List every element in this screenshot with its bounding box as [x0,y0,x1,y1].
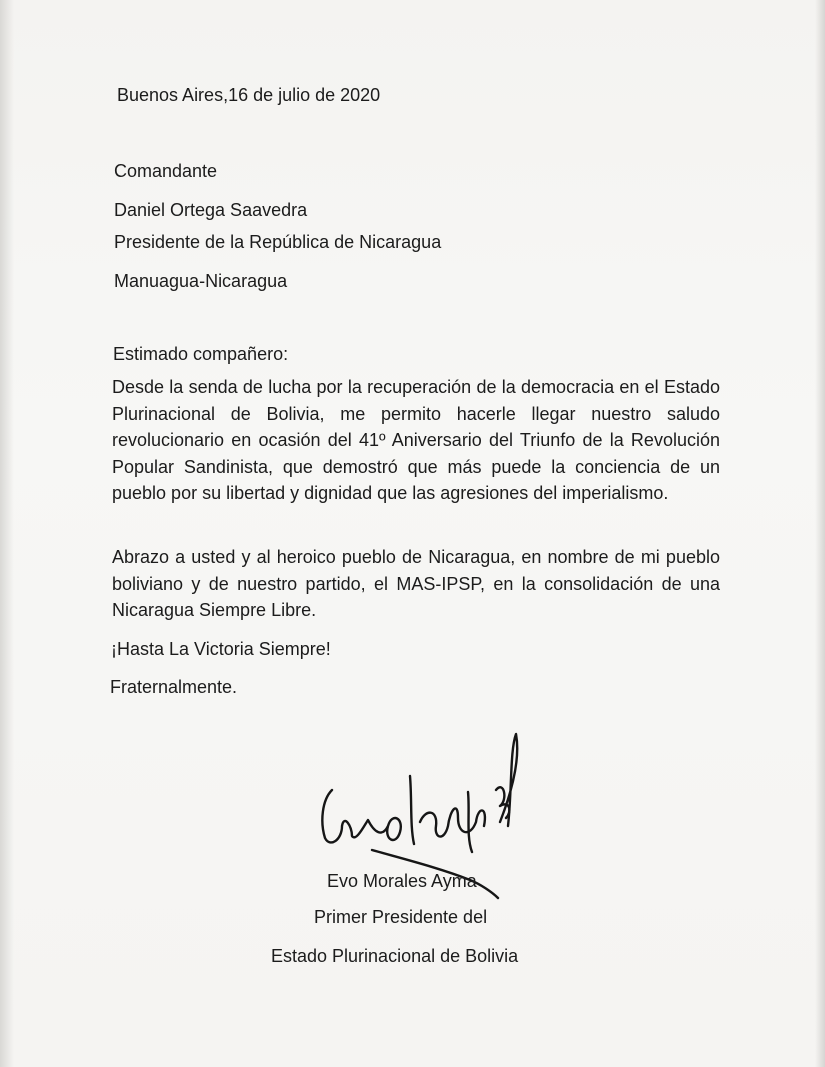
recipient-name: Daniel Ortega Saavedra [114,200,308,220]
recipient-place: Manuagua-Nicaragua [114,271,288,291]
date-line: Buenos Aires,16 de julio de 2020 [117,85,381,105]
recipient-title: Comandante [114,161,218,181]
body-paragraph-1: Desde la senda de lucha por la recuperación de la democracia en el Estado Plurinacional de Bolivia, me permito hacerle llegar nuestro saludo revolucionario en ocasión del 41º Aniversario del Triunfo de la Revolución Popular Sandinista, que demostró que más puede la conciencia de un pueblo por su libertad y dignidad que las agresiones del imperialismo. [112,377,720,503]
signer-title-line2: Estado Plurinacional de Bolivia [271,946,519,966]
recipient-position: Presidente de la República de Nicaragua [114,232,442,252]
salutation: Estimado compañero: [113,344,289,364]
page-shadow-right [815,0,825,1067]
page-shadow-left [0,0,14,1067]
closing-exclamation: ¡Hasta La Victoria Siempre! [111,639,331,659]
signer-title-line1: Primer Presidente del [314,907,488,927]
signer-name: Evo Morales Ayma [327,871,477,891]
body-paragraph-2: Abrazo a usted y al heroico pueblo de Nicaragua, en nombre de mi pueblo boliviano y de nuestro partido, el MAS-IPSP, en la consolidación de una Nicaragua Siempre Libre. [112,547,720,620]
closing: Fraternalmente. [110,677,238,697]
